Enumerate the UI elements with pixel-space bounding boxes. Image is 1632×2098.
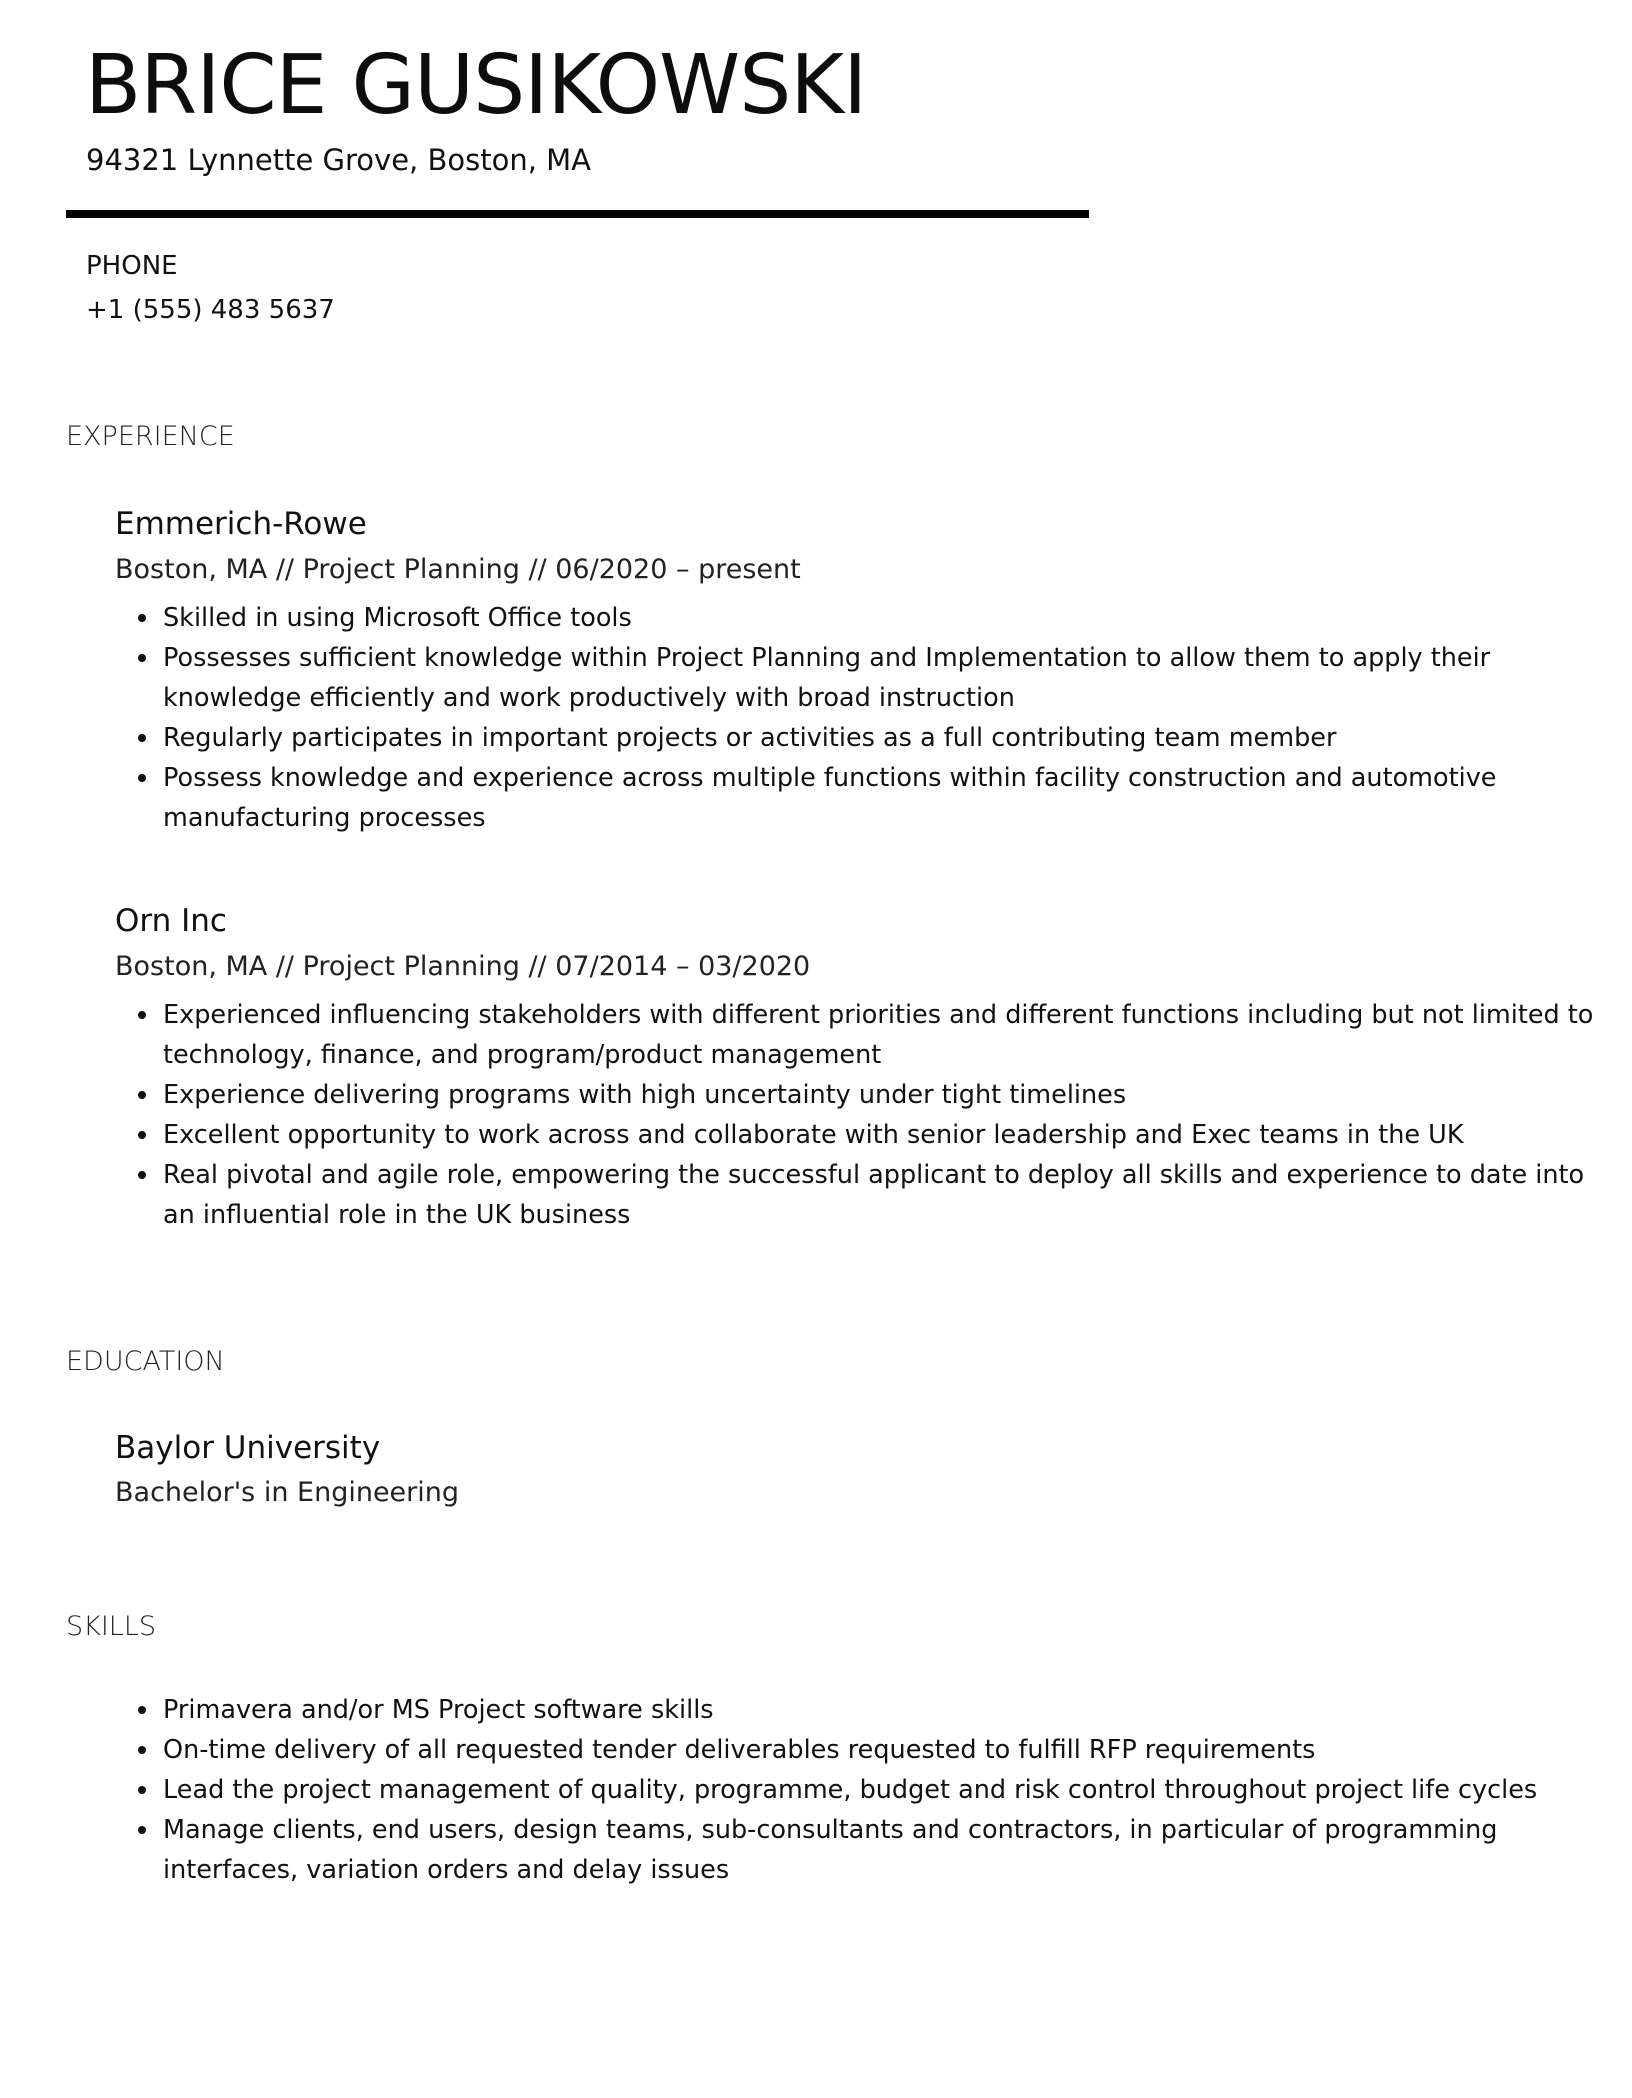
job-bullets — [115, 598, 1623, 838]
list-item: On-time delivery of all requested tender deliverables requested to fulfill RFP requirements — [163, 1730, 1623, 1770]
list-item: Regularly participates in important projects or activities as a full contributing team member — [163, 718, 1623, 758]
list-item: Possesses sufficient knowledge within Project Planning and Implementation to allow them to apply their knowledge efficiently and work productively with broad instruction — [163, 638, 1623, 718]
education-heading: EDUCATION — [66, 1346, 225, 1377]
list-item: Lead the project management of quality, programme, budget and risk control throughout project life cycles — [163, 1770, 1623, 1810]
list-item: Real pivotal and agile role, empowering the successful applicant to deploy all skills and experience to date into an influential role in the UK business — [163, 1155, 1623, 1235]
list-item: Experienced influencing stakeholders with different priorities and different functions including but not limited to technology, finance, and program/product management — [163, 995, 1623, 1075]
resume-address: 94321 Lynnette Grove, Boston, MA — [86, 143, 592, 177]
school-name: Baylor University — [115, 1430, 381, 1466]
phone-value: +1 (555) 483 5637 — [86, 295, 335, 325]
skills-list — [115, 1690, 1623, 1890]
list-item: Experience delivering programs with high uncertainty under tight timelines — [163, 1075, 1623, 1115]
resume-name: BRICE GUSIKOWSKI — [85, 38, 867, 133]
list-item: Manage clients, end users, design teams, sub-consultants and contractors, in particular of programming interfaces, variation orders and delay issues — [163, 1810, 1623, 1890]
list-item: Excellent opportunity to work across and collaborate with senior leadership and Exec teams in the UK — [163, 1115, 1623, 1155]
job-company: Orn Inc — [115, 903, 227, 939]
phone-label: PHONE — [86, 251, 178, 281]
job-meta: Boston, MA // Project Planning // 07/2014 – 03/2020 — [115, 951, 811, 982]
experience-heading: EXPERIENCE — [66, 421, 235, 452]
header-divider — [66, 210, 1089, 218]
skills-heading: SKILLS — [66, 1611, 157, 1642]
job-bullets — [115, 995, 1623, 1235]
degree: Bachelor's in Engineering — [115, 1477, 460, 1508]
list-item: Skilled in using Microsoft Office tools — [163, 598, 1623, 638]
list-item: Possess knowledge and experience across multiple functions within facility construction and automotive manufacturing processes — [163, 758, 1623, 838]
list-item: Primavera and/or MS Project software skills — [163, 1690, 1623, 1730]
job-company: Emmerich-Rowe — [115, 506, 367, 542]
job-meta: Boston, MA // Project Planning // 06/2020 – present — [115, 554, 801, 585]
